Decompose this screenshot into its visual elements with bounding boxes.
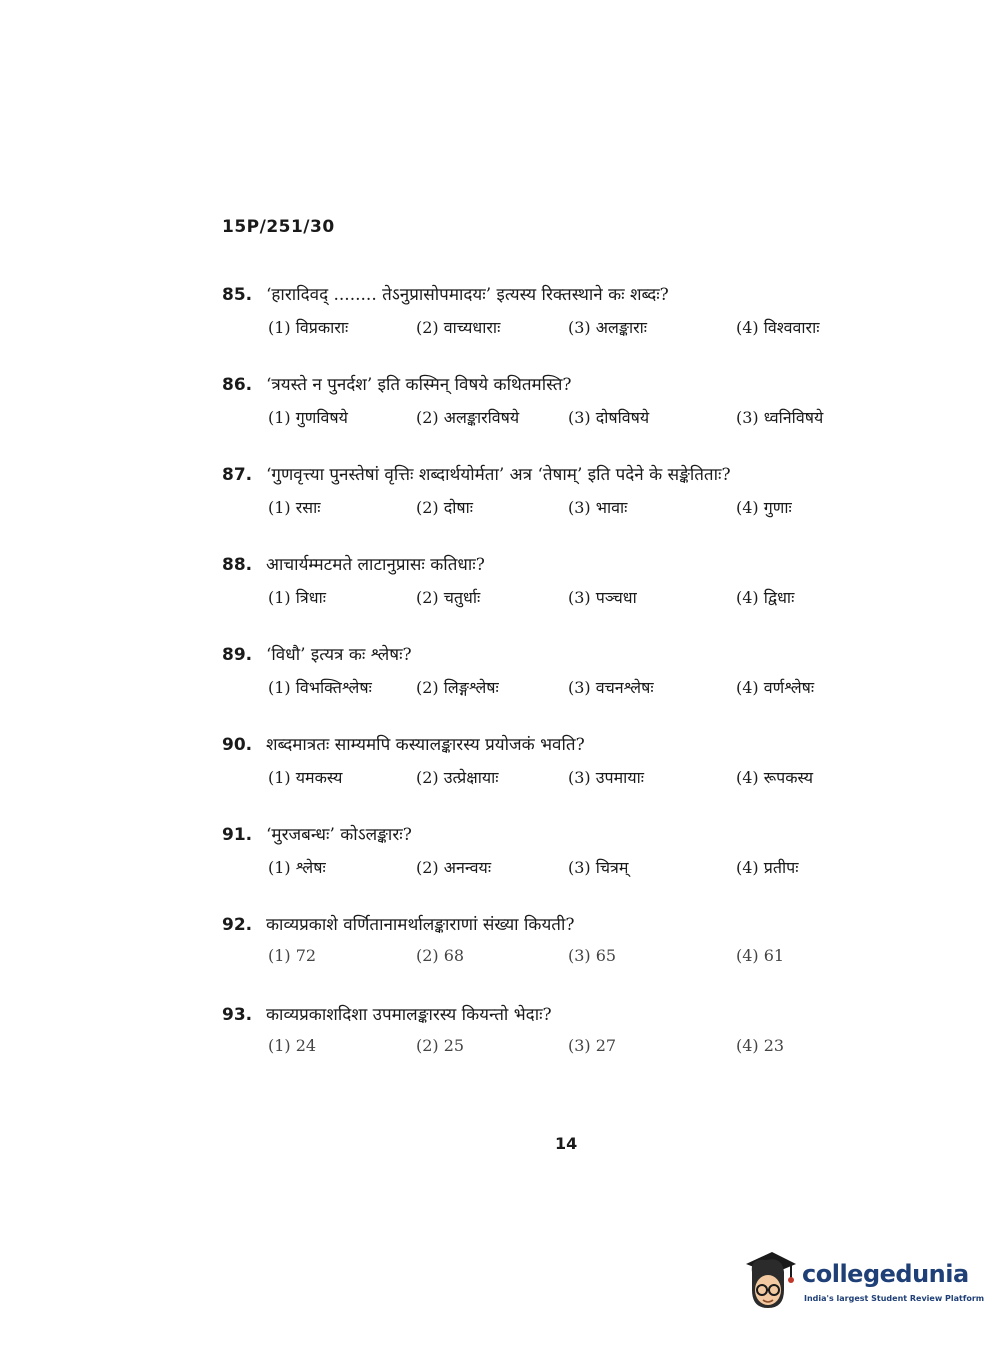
option-4: (4) गुणाः — [736, 498, 792, 517]
question-text: शब्दमात्रतः साम्यमपि कस्यालङ्कारस्य प्रयोजकं भवति? — [266, 735, 585, 755]
option-1: (1) गुणविषये — [268, 408, 348, 427]
question-number: 85. — [222, 285, 253, 305]
option-1: (1) विभक्तिश्लेषः — [268, 678, 372, 697]
option-1: (1) 24 — [268, 1036, 317, 1055]
option-4: (4) 61 — [736, 946, 785, 965]
option-row — [268, 942, 862, 974]
question-list — [222, 282, 862, 1092]
option-4: (4) रूपकस्य — [736, 768, 814, 787]
option-2: (2) 68 — [416, 946, 465, 965]
option-2: (2) लिङ्गश्लेषः — [416, 678, 499, 697]
option-2: (2) अलङ्कारविषये — [416, 408, 520, 427]
question-text: काव्यप्रकाशे वर्णितानामर्थालङ्काराणां संख्या कियती? — [266, 915, 575, 935]
option-3: (3) उपमायाः — [568, 768, 644, 787]
question-item — [222, 732, 862, 822]
option-4: (3) ध्वनिविषये — [736, 408, 824, 427]
option-row — [268, 492, 862, 524]
option-row — [268, 402, 862, 434]
option-row — [268, 312, 862, 344]
option-3: (3) पञ्चधा — [568, 588, 637, 607]
option-4: (4) 23 — [736, 1036, 785, 1055]
question-number: 90. — [222, 735, 253, 755]
option-1: (1) त्रिधाः — [268, 588, 326, 607]
question-number: 88. — [222, 555, 253, 575]
option-4: (4) द्विधाः — [736, 588, 795, 607]
question-item — [222, 462, 862, 552]
option-row — [268, 762, 862, 794]
question-item — [222, 282, 862, 372]
option-1: (1) यमकस्य — [268, 768, 343, 787]
question-text: ‘हारादिवद् ........ तेऽनुप्रासोपमादयः’ इत्यस्य रिक्तस्थाने कः शब्दः? — [266, 285, 669, 305]
exam-code: 15P/251/30 — [222, 217, 335, 237]
option-3: (3) दोषविषये — [568, 408, 650, 427]
option-3: (3) 27 — [568, 1036, 617, 1055]
option-1: (1) 72 — [268, 946, 317, 965]
option-1: (1) विप्रकाराः — [268, 318, 349, 337]
option-1: (1) श्लेषः — [268, 858, 326, 877]
question-text: आचार्यम्मटमते लाटानुप्रासः कतिधाः? — [266, 555, 485, 575]
question-text: ‘विधौ’ इत्यत्र कः श्लेषः? — [266, 645, 412, 665]
question-text: ‘मुरजबन्धः’ कोऽलङ्कारः? — [266, 825, 412, 845]
option-4: (4) विश्ववाराः — [736, 318, 820, 337]
question-item — [222, 822, 862, 912]
option-3: (3) वचनश्लेषः — [568, 678, 654, 697]
student-mascot-icon — [742, 1250, 798, 1312]
question-number: 92. — [222, 915, 253, 935]
option-2: (2) 25 — [416, 1036, 465, 1055]
collegedunia-watermark — [742, 1250, 985, 1316]
question-number: 91. — [222, 825, 253, 845]
option-2: (2) उत्प्रेक्षायाः — [416, 768, 499, 787]
option-4: (4) वर्णश्लेषः — [736, 678, 815, 697]
option-2: (2) चतुर्धाः — [416, 588, 481, 607]
option-2: (2) वाच्यधाराः — [416, 318, 501, 337]
question-text: ‘त्रयस्ते न पुनर्दश’ इति कस्मिन् विषये कथितमस्ति? — [266, 375, 572, 395]
option-1: (1) रसाः — [268, 498, 321, 517]
question-text: काव्यप्रकाशदिशा उपमालङ्कारस्य कियन्तो भेदाः? — [266, 1005, 552, 1025]
brand-tagline: India's largest Student Review Platform — [804, 1294, 985, 1303]
question-number: 86. — [222, 375, 253, 395]
question-text: ‘गुणवृत्त्या पुनस्तेषां वृत्तिः शब्दार्थयोर्मता’ अत्र ‘तेषाम्’ इति पदेने के सङ्केतिताः? — [266, 465, 731, 485]
option-2: (2) अनन्वयः — [416, 858, 492, 877]
question-item — [222, 912, 862, 1002]
question-number: 87. — [222, 465, 253, 485]
option-row — [268, 582, 862, 614]
question-item — [222, 552, 862, 642]
question-item — [222, 1002, 862, 1092]
option-3: (3) चित्रम् — [568, 858, 629, 877]
option-4: (4) प्रतीपः — [736, 858, 799, 877]
option-3: (3) 65 — [568, 946, 617, 965]
option-row — [268, 1032, 862, 1064]
question-item — [222, 372, 862, 462]
brand-name: collegedunia — [802, 1260, 969, 1288]
option-row — [268, 852, 862, 884]
question-item — [222, 642, 862, 732]
option-2: (2) दोषाः — [416, 498, 474, 517]
page-number: 14 — [555, 1134, 578, 1153]
question-number: 89. — [222, 645, 253, 665]
question-number: 93. — [222, 1005, 253, 1025]
option-3: (3) भावाः — [568, 498, 628, 517]
option-row — [268, 672, 862, 704]
option-3: (3) अलङ्काराः — [568, 318, 648, 337]
